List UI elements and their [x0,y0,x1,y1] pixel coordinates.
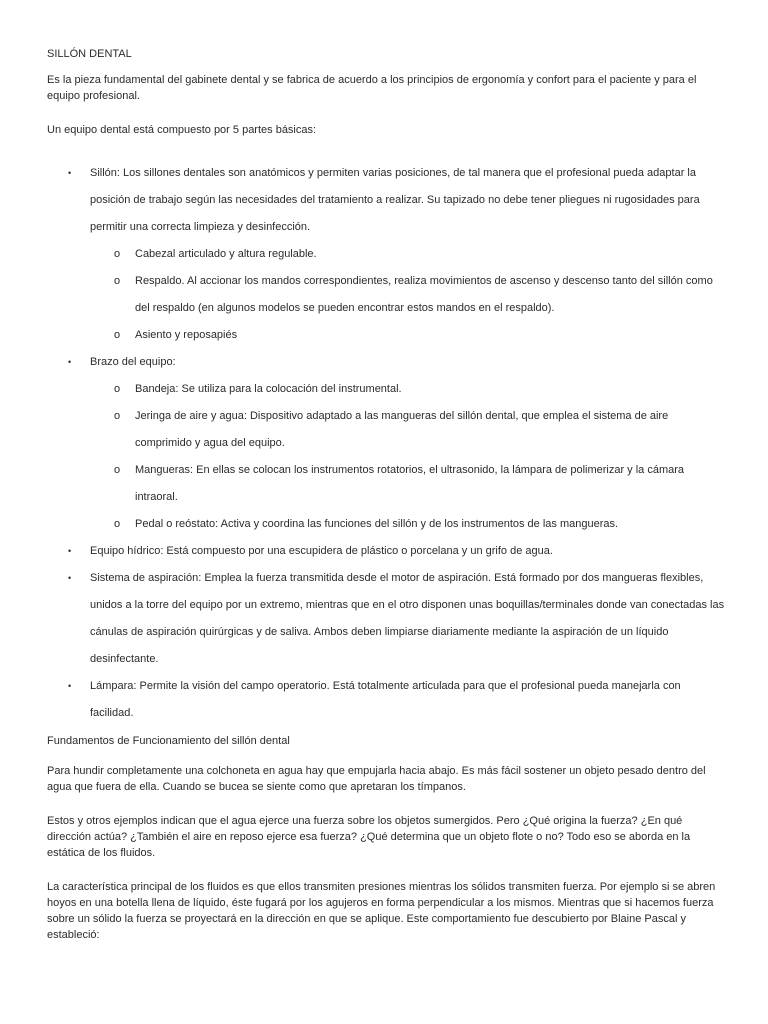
list-item [47,673,727,727]
sub-list [90,376,727,538]
sub-list-item [90,322,727,349]
sub-list-item-text: Mangueras: En ellas se colocan los instrumentos rotatorios, el ultrasonido, la lámpara de polimerizar y la cámara intraoral. [135,464,685,503]
list-item-text: Lámpara: Permite la visión del campo operatorio. Está totalmente articulada para que el profesional pueda manejarla con facilidad. [90,680,681,719]
sub-list-item [90,457,727,511]
document-page [47,47,727,957]
body-paragraph: Estos y otros ejemplos indican que el agua ejerce una fuerza sobre los objetos sumergidos. Pero ¿Qué origina la fuerza? ¿En qué dirección actúa? ¿También el aire en reposo ejerce esa fuerza? ¿Qué determina que un objeto flote o no? Todo eso se aborda en la estática de los fluidos. [47,815,691,859]
body-paragraph: La característica principal de los fluidos es que ellos transmiten presiones mientras los sólidos transmiten fuerza. Por ejemplo si se abren hoyos en una botella llena de líquido, éste fugará por los agujeros en forma perpendicular a los mismos. Mientras que si hacemos fuerza sobre un sólido la fuerza se proyectará en la dirección en que se aplique. Este comportamiento fue descubierto por Blaine Pascal y estableció: [47,881,716,941]
list-item [47,349,727,538]
bullet-icon: • [68,546,72,556]
bullet-icon: • [68,357,72,367]
parts-list [47,160,727,727]
sub-bullet-icon: o [114,329,121,341]
list-item-text: Sillón: Los sillones dentales son anatómicos y permiten varias posiciones, de tal manera que el profesional pueda adaptar la posición de trabajo según las necesidades del tratamiento a realizar. Su tapizado no debe tener pliegues ni rugosidades para permitir una correcta limpieza y desinfección. [90,167,700,233]
list-item [47,538,727,565]
sub-list-item-text: Asiento y reposapiés [135,329,238,341]
sub-list-item-text: Pedal o reóstato: Activa y coordina las funciones del sillón y de los instrumentos de las mangueras. [135,518,619,530]
sub-list-item [90,376,727,403]
sub-list-item-text: Cabezal articulado y altura regulable. [135,248,317,260]
list-item-text: Brazo del equipo: [90,356,176,368]
section-heading: Fundamentos de Funcionamiento del sillón dental [47,735,290,747]
sub-list-item-text: Bandeja: Se utiliza para la colocación del instrumental. [135,383,402,395]
sub-bullet-icon: o [114,410,121,422]
sub-list [90,241,727,349]
intro-paragraph: Es la pieza fundamental del gabinete dental y se fabrica de acuerdo a los principios de ergonomía y confort para el paciente y para el equipo profesional. [47,74,697,102]
sub-bullet-icon: o [114,518,121,530]
list-item-text: Equipo hídrico: Está compuesto por una escupidera de plástico o porcelana y un grifo de agua. [90,545,553,557]
bullet-icon: • [68,681,72,691]
sub-list-item [90,268,727,322]
bullet-icon: • [68,168,72,178]
sub-bullet-icon: o [114,275,121,287]
sub-bullet-icon: o [114,248,121,260]
list-item [47,565,727,673]
sub-bullet-icon: o [114,383,121,395]
parts-intro: Un equipo dental está compuesto por 5 partes básicas: [47,124,317,136]
document-title: SILLÓN DENTAL [47,48,132,60]
bullet-icon: • [68,573,72,583]
sub-list-item [90,511,727,538]
sub-bullet-icon: o [114,464,121,476]
list-item-text: Sistema de aspiración: Emplea la fuerza transmitida desde el motor de aspiración. Está formado por dos mangueras flexibles, unidos a la torre del equipo por un extremo, mientras que en el otro disponen unas boquillas/terminales donde van conectadas las cánulas de aspiración quirúrgicas y de saliva. Ambos deben limpiarse diariamente mediante la aspiración de un líquido desinfectante. [90,572,725,665]
list-item [47,160,727,349]
body-paragraph: Para hundir completamente una colchoneta en agua hay que empujarla hacia abajo. Es más fácil sostener un objeto pesado dentro del agua que fuera de ella. Cuando se bucea se siente como que apretaran los tímpanos. [47,765,706,793]
sub-list-item-text: Respaldo. Al accionar los mandos correspondientes, realiza movimientos de ascenso y descenso tanto del sillón como del respaldo (en algunos modelos se pueden encontrar estos mandos en el respaldo). [135,275,713,314]
sub-list-item [90,241,727,268]
sub-list-item [90,403,727,457]
sub-list-item-text: Jeringa de aire y agua: Dispositivo adaptado a las mangueras del sillón dental, que emplea el sistema de aire comprimido y agua del equipo. [135,410,669,449]
